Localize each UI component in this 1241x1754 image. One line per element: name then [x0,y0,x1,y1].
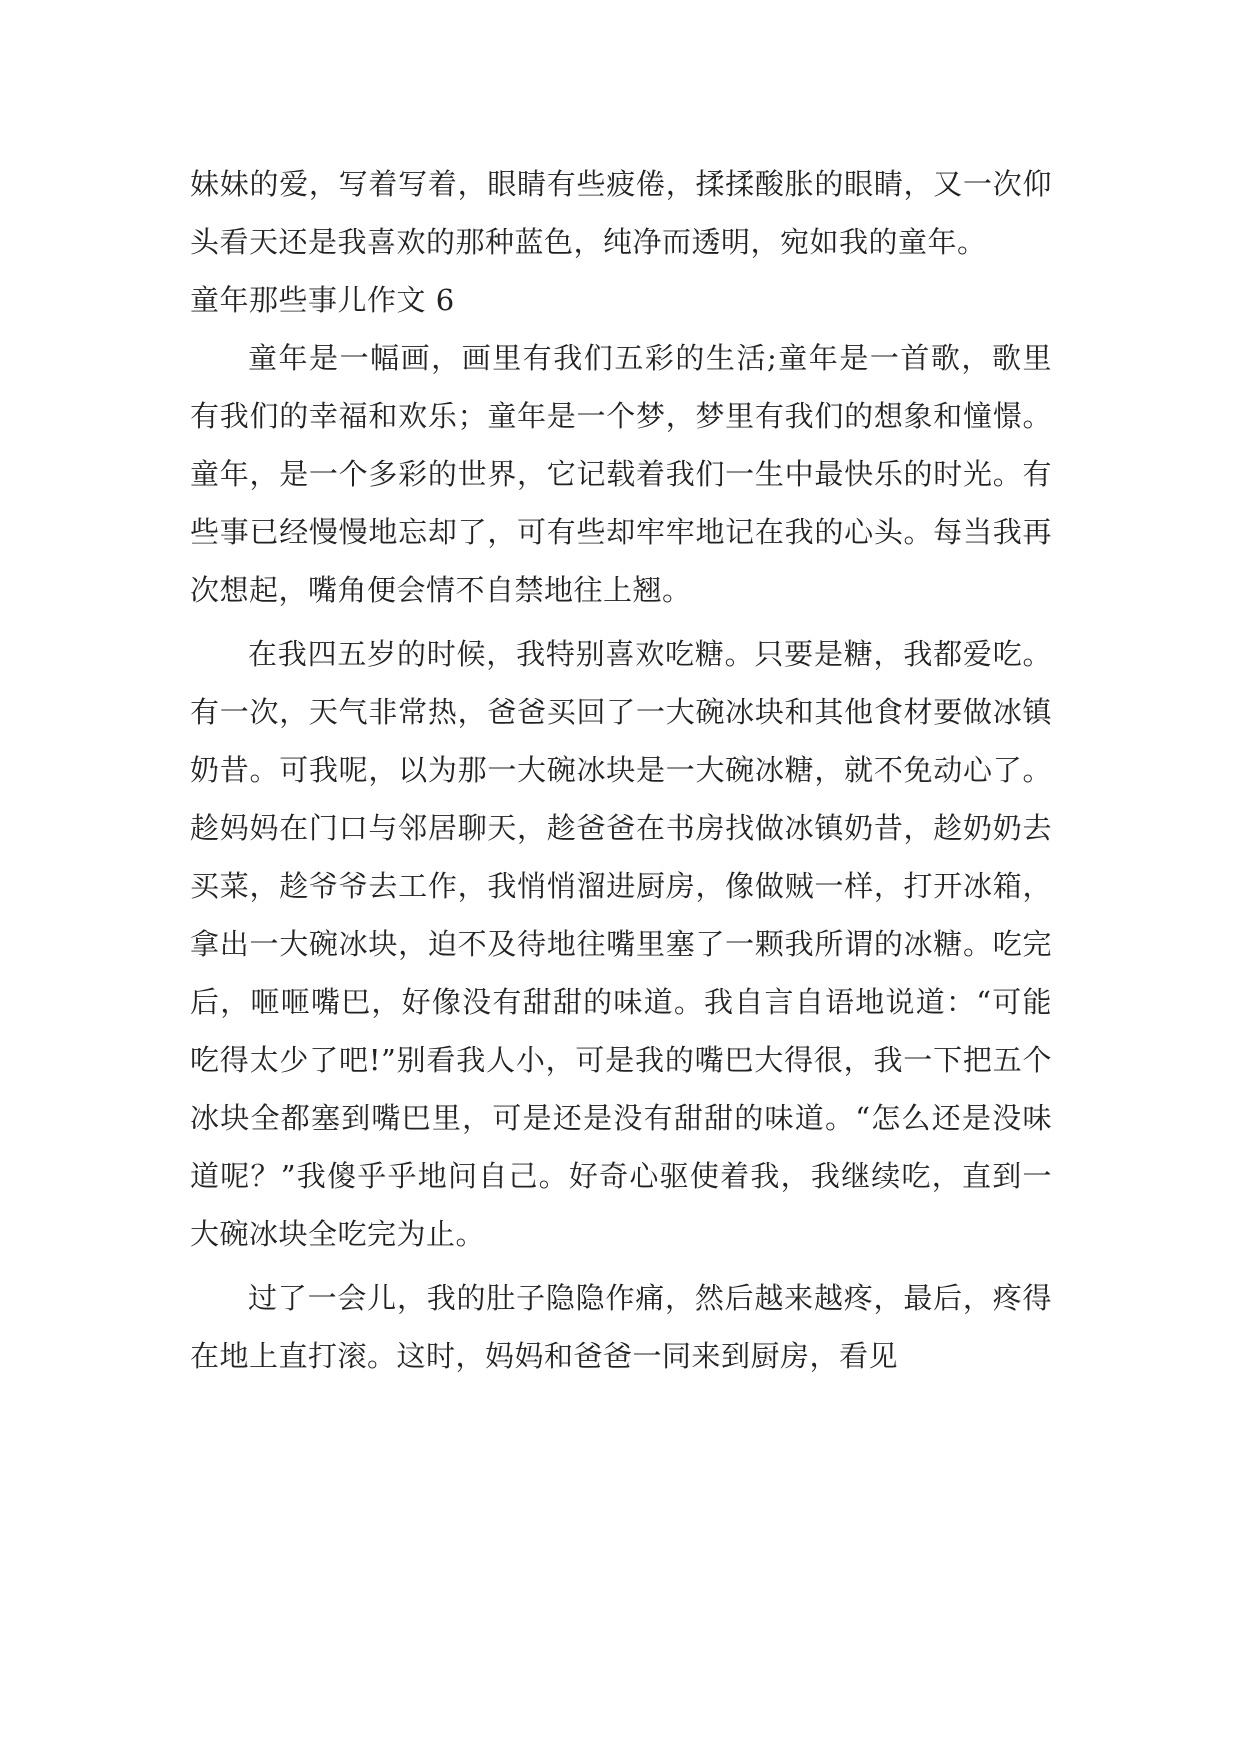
document-page [190,0,1052,1385]
body-paragraph-2: 在我四五岁的时候，我特别喜欢吃糖。只要是糖，我都爱吃。有一次，天气非常热，爸爸买回了一大碗冰块和其他食材要做冰镇奶昔。可我呢，以为那一大碗冰块是一大碗冰糖，就不免动心了。趁妈妈在门口与邻居聊天，趁爸爸在书房找做冰镇奶昔，趁奶奶去买菜，趁爷爷去工作，我悄悄溜进厨房，像做贼一样，打开冰箱，拿出一大碗冰块，迫不及待地往嘴里塞了一颗我所谓的冰糖。吃完后，咂咂嘴巴，好像没有甜甜的味道。我自言自语地说道：“可能吃得太少了吧!”别看我人小，可是我的嘴巴大得很，我一下把五个冰块全都塞到嘴巴里，可是还是没有甜甜的味道。“怎么还是没味道呢？”我傻乎乎地问自己。好奇心驱使着我，我继续吃，直到一大碗冰块全吃完为止。 [190,637,1052,1251]
section-title: 童年那些事儿作文 6 [190,283,455,317]
body-paragraph-3: 过了一会儿，我的肚子隐隐作痛，然后越来越疼，最后，疼得在地上直打滚。这时，妈妈和爸爸一同来到厨房，看见 [190,1281,1052,1373]
intro-paragraph: 妹妹的爱，写着写着，眼睛有些疲倦，揉揉酸胀的眼睛，又一次仰头看天还是我喜欢的那种蓝色，纯净而透明，宛如我的童年。 [190,167,1052,259]
body-paragraph-1: 童年是一幅画，画里有我们五彩的生活;童年是一首歌，歌里有我们的幸福和欢乐；童年是一个梦，梦里有我们的想象和憧憬。童年，是一个多彩的世界，它记载着我们一生中最快乐的时光。有些事已经慢慢地忘却了，可有些却牢牢地记在我的心头。每当我再次想起，嘴角便会情不自禁地往上翘。 [190,341,1052,607]
